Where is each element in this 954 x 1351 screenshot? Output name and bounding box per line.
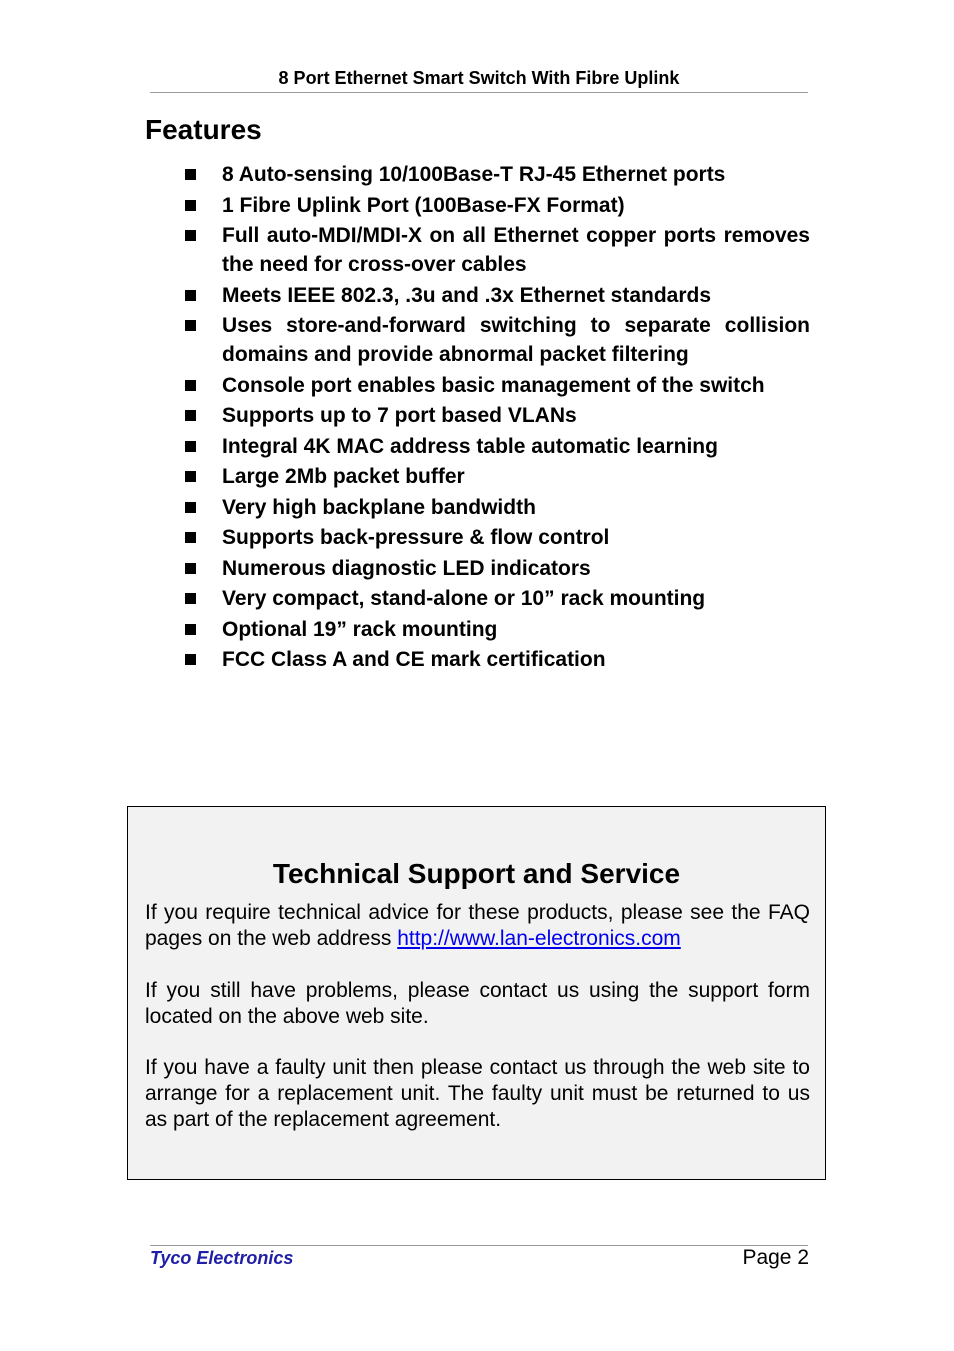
features-list [183, 160, 810, 676]
feature-item: Large 2Mb packet buffer [183, 462, 810, 491]
support-paragraph-contact: If you still have problems, please contact us using the support form located on the above web site. [145, 979, 810, 1028]
support-website-link[interactable]: http://www.lan-electronics.com [397, 927, 681, 950]
square-bullet-icon [185, 320, 196, 331]
footer-divider [150, 1245, 808, 1246]
feature-item: Supports up to 7 port based VLANs [183, 401, 810, 430]
support-paragraph-faulty-unit: If you have a faulty unit then please contact us through the web site to arrange for a replacement unit. The faulty unit must be returned to us as part of the replacement agreement. [145, 1056, 810, 1131]
square-bullet-icon [185, 169, 196, 180]
feature-item: Uses store-and-forward switching to separate collision domains and provide abnormal packet filtering [183, 311, 810, 369]
square-bullet-icon [185, 441, 196, 452]
square-bullet-icon [185, 230, 196, 241]
document-header-title: 8 Port Ethernet Smart Switch With Fibre Uplink [278, 68, 680, 88]
feature-item: Console port enables basic management of the switch [183, 371, 810, 400]
page-number: Page 2 [742, 1246, 809, 1269]
square-bullet-icon [185, 200, 196, 211]
feature-item: Very high backplane bandwidth [183, 493, 810, 522]
square-bullet-icon [185, 380, 196, 391]
support-paragraph-faq-text: If you require technical advice for these products, please see the FAQ pages on the web address [145, 901, 810, 950]
feature-item: 1 Fibre Uplink Port (100Base-FX Format) [183, 191, 810, 220]
feature-item: FCC Class A and CE mark certification [183, 645, 810, 674]
square-bullet-icon [185, 593, 196, 604]
feature-item: Integral 4K MAC address table automatic learning [183, 432, 810, 461]
square-bullet-icon [185, 410, 196, 421]
support-heading: Technical Support and Service [272, 858, 681, 889]
feature-item: Optional 19” rack mounting [183, 615, 810, 644]
square-bullet-icon [185, 563, 196, 574]
square-bullet-icon [185, 532, 196, 543]
feature-item: Numerous diagnostic LED indicators [183, 554, 810, 583]
feature-item: Very compact, stand-alone or 10” rack mounting [183, 584, 810, 613]
square-bullet-icon [185, 471, 196, 482]
square-bullet-icon [185, 290, 196, 301]
square-bullet-icon [185, 654, 196, 665]
feature-item: Full auto-MDI/MDI-X on all Ethernet copper ports removes the need for cross-over cables [183, 221, 810, 279]
footer-company-name: Tyco Electronics [150, 1248, 294, 1268]
technical-support-box [127, 806, 826, 1180]
features-heading: Features [145, 114, 262, 145]
feature-item: Supports back-pressure & flow control [183, 523, 810, 552]
square-bullet-icon [185, 502, 196, 513]
support-paragraph-faq [145, 900, 810, 952]
square-bullet-icon [185, 624, 196, 635]
feature-item: 8 Auto-sensing 10/100Base-T RJ-45 Ethernet ports [183, 160, 810, 189]
feature-item: Meets IEEE 802.3, .3u and .3x Ethernet standards [183, 281, 810, 310]
header-divider [150, 92, 808, 93]
